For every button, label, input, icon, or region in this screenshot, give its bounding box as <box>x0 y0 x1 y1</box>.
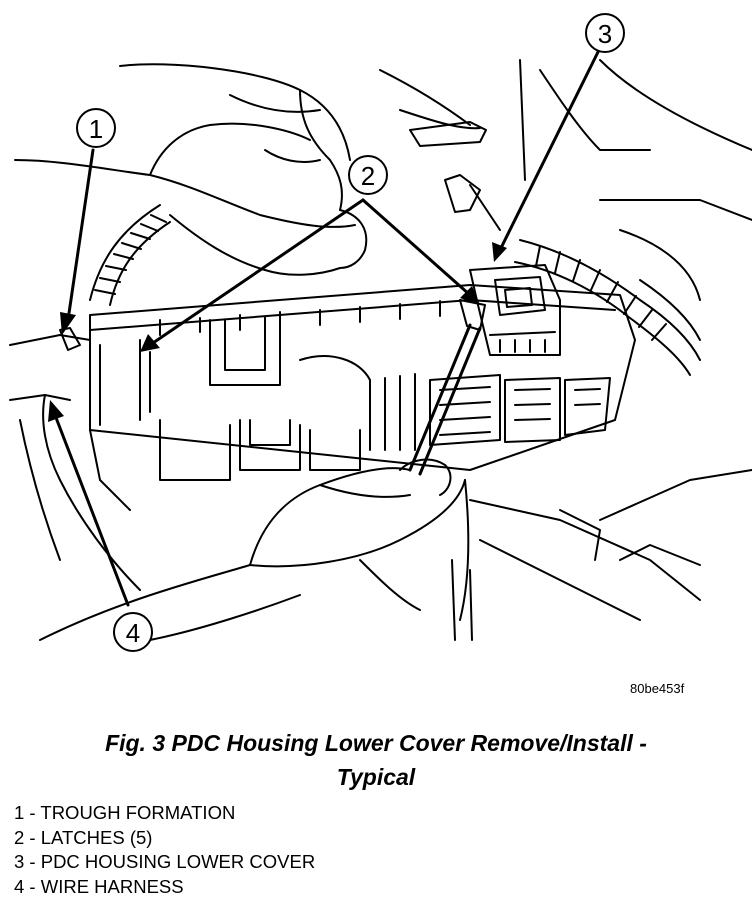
leader-2b <box>363 200 470 295</box>
arrowhead-4 <box>48 400 64 422</box>
leader-2a <box>150 200 363 345</box>
legend-item-1: 1 - TROUGH FORMATION <box>14 802 236 823</box>
legend-item-4: 4 - WIRE HARNESS <box>14 875 184 897</box>
upper-hand-drawing <box>15 64 366 275</box>
fuse-relay-area <box>160 374 610 480</box>
callout-label-1: 1 <box>88 114 104 144</box>
harness-loom-left <box>90 205 170 305</box>
callout-label-4: 4 <box>125 618 141 648</box>
callout-label-3: 3 <box>597 19 613 49</box>
figure-caption <box>0 726 752 794</box>
figure-id: 80be453f <box>630 681 685 696</box>
lower-right-structure <box>452 470 752 640</box>
arrowhead-2a <box>140 334 160 352</box>
leader-lines <box>55 52 598 605</box>
callout-label-2: 2 <box>360 161 376 191</box>
engine-background <box>380 60 752 340</box>
caption-line-1: Fig. 3 PDC Housing Lower Cover Remove/Install - <box>105 730 647 756</box>
leader-4 <box>55 415 128 605</box>
leader-1 <box>68 150 93 320</box>
arrowhead-3 <box>492 242 507 262</box>
legend-item-2: 2 - LATCHES (5) <box>14 826 153 848</box>
caption-line-2: Typical <box>336 764 416 790</box>
legend <box>14 801 315 899</box>
legend-item-3: 3 - PDC HOUSING LOWER COVER <box>14 851 316 872</box>
trough-bracket <box>10 328 140 590</box>
arrowhead-1 <box>60 312 76 335</box>
